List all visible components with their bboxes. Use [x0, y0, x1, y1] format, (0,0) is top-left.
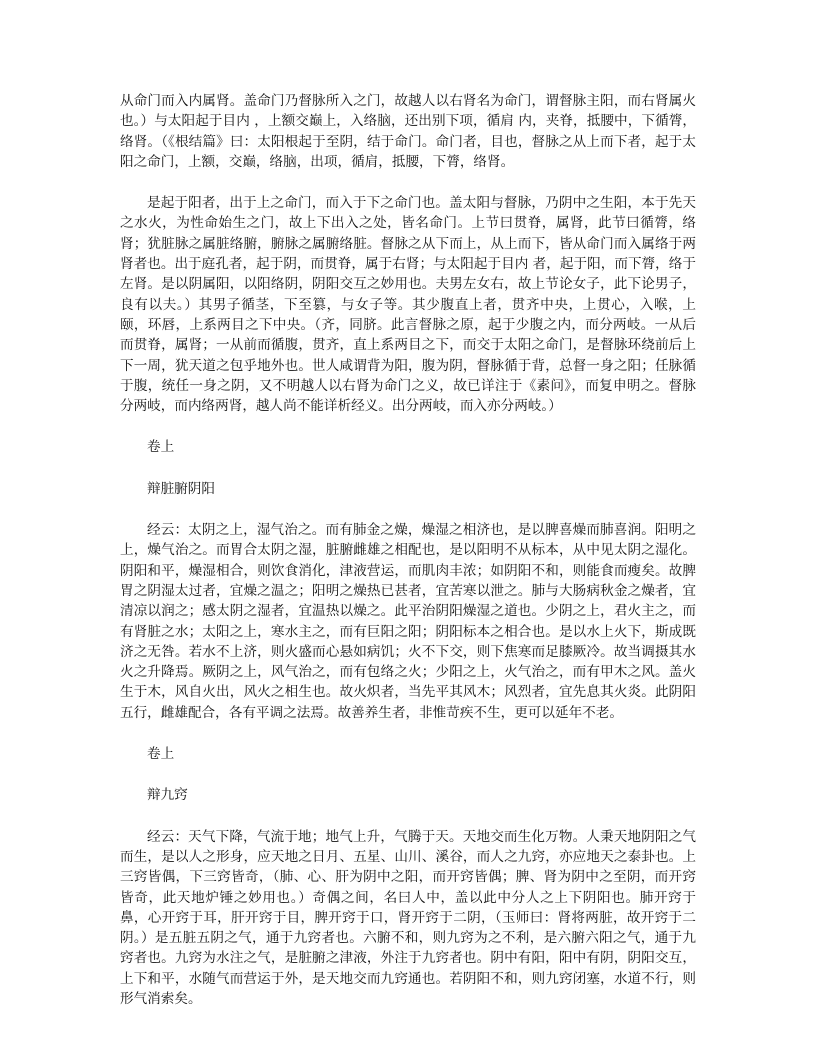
paragraph-body: 经云：太阴之上，湿气治之。而有肺金之燥，燥湿之相济也，是以脾喜燥而肺喜润。阳明之上，燥气治之。而胃合太阴之湿，脏腑雌雄之相配也，是以阳明不从标本，从中见太阴之湿化。阴阳和平，燥湿相合，则饮食消化，津液营运，而肌肉丰浓；如阴阳不和，则能食而瘦矣。故脾胃之阴湿太过者，宜燥之温之；阳明之燥热已甚者，宜苦寒以泄之。肺与大肠病秋金之燥者，宜清凉以润之；感太阴之湿者，宜温热以燥之。此平治阴阳燥湿之道也。少阴之上，君火主之，而有肾脏之水；太阳之上，寒水主之，而有巨阳之阳；阴阳标本之相合也。是以水上火下，斯成既济之无咎。若水不上济，则火盛而心悬如病饥；火不下交，则下焦寒而足膝厥冷。故当调摄其水火之升降焉。厥阴之上，风气治之，而有包络之火；少阳之上，火气治之，而有甲木之风。盖火生于木，风自火出，风火之相生也。故火炽者，当先平其风木；风烈者，宜先息其火炎。此阴阳五行，雌雄配合，各有平调之法焉。故善养生者，非惟苛疾不生，更可以延年不老。	[120, 522, 696, 721]
paragraph-body: 是起于阳者，出于上之命门，而入于下之命门也。盖太阳与督脉，乃阴中之生阳，本于先天之水火，为性命始生之门，故上下出入之处，皆名命门。上节曰贯脊，属肾，此节曰循膂，络肾；犹脏脉之属脏络腑，腑脉之属腑络脏。督脉之从下而上，从上而下，皆从命门而入属络于两肾者也。出于庭孔者，起于阴，而贯脊，属于右肾；与太阳起于目内 者，起于阳，而下膂，络于左肾。是以阴属阳，以阳络阴，阴阳交互之妙用也。夫男左女右，故上节论女子，此下论男子，良有以夫。）其男子循茎，下至篡，与女子等。其少腹直上者，贯齐中央，上贯心，入喉，上颐，环唇，上系两目之下中央。（齐，同脐。此言督脉之原，起于少腹之内，而分两岐。一从后而贯脊，属肾；一从前而循腹，贯齐，直上系两目之下，而交于太阳之命门，是督脉环绕前后上下一周，犹天道之包乎地外也。世人咸谓背为阳，腹为阴，督脉循于背，总督一身之阳；任脉循于腹，统任一身之阴，又不明越人以右肾为命门之义，故已详注于《素问》，而复申明之。督脉分两岐，而内络两肾，越人尚不能详析经义。出分两岐，而入亦分两岐。）	[120, 195, 696, 415]
section-heading: 辩脏腑阴阳	[147, 480, 215, 497]
volume-heading: 卷上	[147, 439, 175, 456]
paragraph-body: 经云：天气下降，气流于地；地气上升，气腾于天。天地交而生化万物。人秉天地阴阳之气而生，是以人之形身，应天地之日月、五星、山川、溪谷，而人之九窍，亦应地天之泰卦也。上三窍皆偶，下三窍皆奇，（肺、心、肝为阴中之阳，而开窍皆偶；脾、肾为阴中之至阴，而开窍皆奇，此天地炉锤之妙用也。）奇偶之间，名曰人中，盖以此中分人之上下阴阳也。肺开窍于鼻，心开窍于耳，肝开窍于目，脾开窍于口，肾开窍于二阴，（玉师曰：肾将两脏，故开窍于二阴。）是五脏五阴之气，通于九窍者也。六腑不和，则九窍为之不利，是六腑六阳之气，通于九窍者也。九窍为水注之气，是脏腑之津液，外注于九窍者也。阴中有阳，阳中有阴，阴阳交互，上下和平，水随气而营运于外，是天地交而九窍通也。若阴阳不和，则九窍闭塞，水道不行，则形气消索矣。	[120, 828, 696, 1007]
paragraph-continuation: 从命门而入内属肾。盖命门乃督脉所入之门，故越人以右肾名为命门，谓督脉主阳，而右肾属火也。）与太阳起于目内 ，上额交巅上，入络脑，还出别下项，循肩 内，夹脊，抵腰中，下循膂，络肾。（《根结篇》曰：太阳根起于至阴，结于命门。命门者，目也，督脉之从上而下者，起于太阳之命门，上额，交巅，络脑，出项，循肩，抵腰，下膂，络肾。	[120, 93, 696, 170]
document-page	[120, 91, 696, 1030]
volume-heading: 卷上	[147, 746, 175, 763]
section-heading: 辩九窍	[147, 787, 188, 804]
